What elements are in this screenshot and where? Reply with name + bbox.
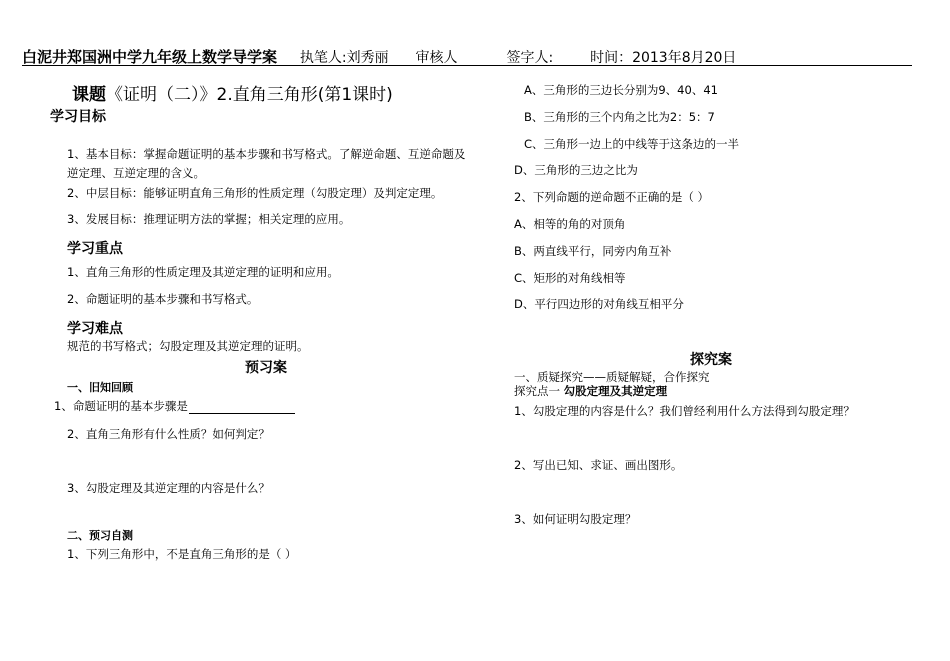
explore-question-3: 3、如何证明勾股定理？ (514, 512, 637, 526)
preview-question-2: 2、直角三角形有什么性质？如何判定？ (67, 427, 270, 441)
document-header (22, 46, 736, 67)
author-label: 执笔人:刘秀丽 (299, 50, 389, 66)
header-rule (22, 65, 912, 66)
explore-question-2: 2、写出已知、求证、画出图形。 (514, 458, 683, 472)
question-2: 2、下列命题的逆命题不正确的是（ ） (514, 190, 709, 204)
preview-heading: 预习案 (245, 360, 287, 376)
option-a: A、三角形的三边长分别为9、40、41 (524, 83, 718, 97)
key-point-2: 2、命题证明的基本步骤和书写格式。 (67, 292, 259, 306)
lesson-title-prefix: 课题 (72, 85, 106, 105)
preview-question-3: 3、勾股定理及其逆定理的内容是什么？ (67, 481, 270, 495)
question-2-option-a: A、相等的角的对顶角 (514, 217, 626, 231)
explore-point-title: 勾股定理及其逆定理 (563, 384, 668, 398)
preview-question-1-text: 1、命题证明的基本步骤是 (54, 399, 188, 413)
explore-heading: 探究案 (690, 352, 732, 368)
explore-question-1: 1、勾股定理的内容是什么？我们曾经利用什么方法得到勾股定理？ (514, 404, 855, 418)
question-2-option-c: C、矩形的对角线相等 (514, 271, 626, 285)
answer-blank[interactable] (189, 401, 295, 414)
self-test-question-1: 1、下列三角形中，不是直角三角形的是（ ） (67, 547, 297, 561)
school-title: 白泥井郑国洲中学九年级上数学导学案 (22, 48, 278, 66)
reviewer-label: 审核人 (415, 50, 458, 66)
option-c: C、三角形一边上的中线等于这条边的一半 (524, 137, 740, 151)
question-2-option-b: B、两直线平行，同旁内角互补 (514, 244, 672, 258)
difficulties-heading: 学习难点 (67, 321, 123, 337)
option-b: B、三角形的三个内角之比为2：5：7 (524, 110, 715, 124)
lesson-title-text: 《证明（二）》2.直角三角形(第1课时) (106, 85, 393, 105)
objectives-heading: 学习目标 (50, 109, 106, 125)
objective-1-line1: 1、基本目标：掌握命题证明的基本步骤和书写格式。了解逆命题、互逆命题及 (67, 147, 466, 161)
signer-label: 签字人: (506, 50, 554, 66)
objective-3: 3、发展目标：推理证明方法的掌握；相关定理的应用。 (67, 212, 351, 226)
objective-1-line2: 逆定理、互逆定理的含义。 (67, 166, 205, 180)
preview-question-1 (54, 398, 295, 414)
key-point-1: 1、直角三角形的性质定理及其逆定理的证明和应用。 (67, 265, 339, 279)
self-test-heading: 二、预习自测 (67, 529, 133, 542)
lesson-title (72, 80, 393, 105)
date-label: 时间：2013年8月20日 (590, 50, 737, 66)
option-d: D、三角形的三边之比为 (514, 163, 638, 177)
explore-point-1 (514, 383, 667, 399)
objective-2: 2、中层目标：能够证明直角三角形的性质定理（勾股定理）及判定定理。 (67, 186, 443, 200)
review-heading: 一、旧知回顾 (67, 381, 133, 394)
difficulties-text: 规范的书写格式；勾股定理及其逆定理的证明。 (67, 339, 309, 353)
question-2-option-d: D、平行四边形的对角线互相平分 (514, 297, 684, 311)
explore-point-prefix: 探究点一 (514, 384, 564, 398)
key-points-heading: 学习重点 (67, 241, 123, 257)
explore-intro: 一、质疑探究——质疑解疑，合作探究 (514, 370, 710, 384)
